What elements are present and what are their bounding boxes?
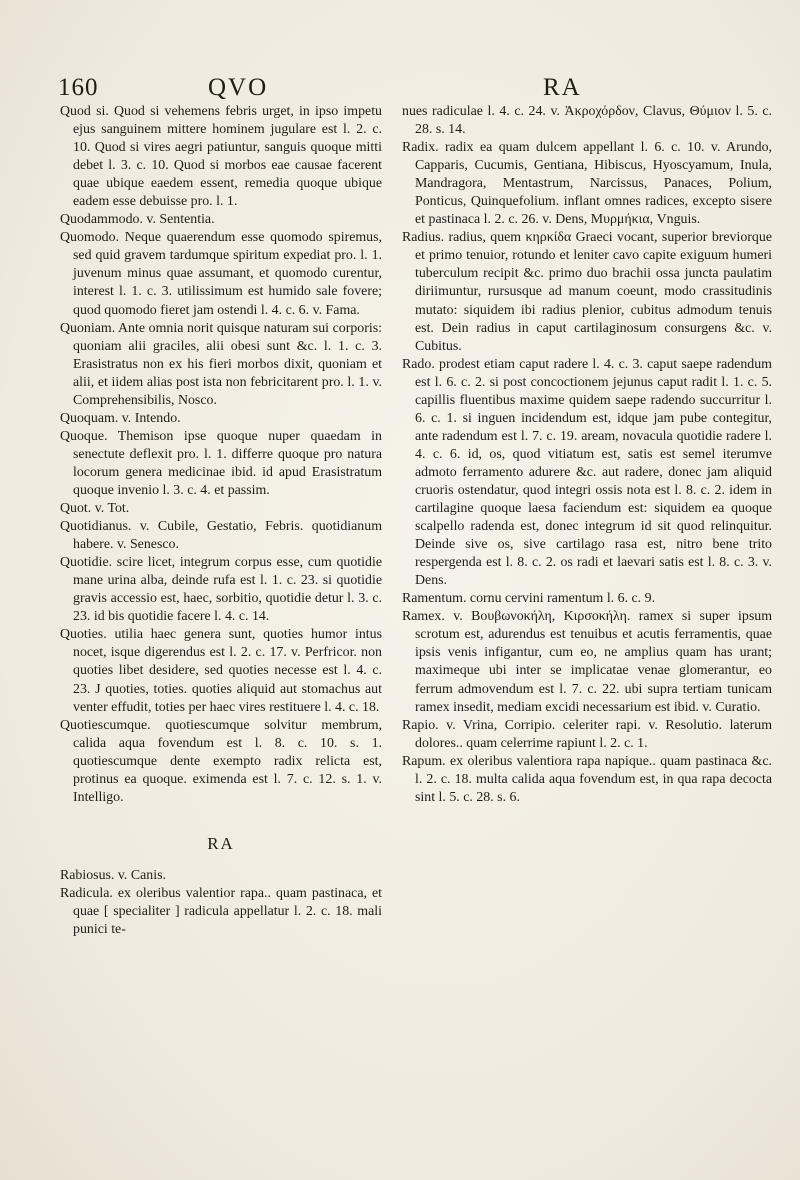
entry-quoque: Quoque. Themison ipse quoque nuper quaedam in senectute deflexit pro. l. 1. differre quoque pro natura locorum genera medicinae ibid. id apud Erasistratum quoque invenio l. 3. c. 4. et passim.	[60, 428, 382, 498]
entry-quot: Quot. v. Tot.	[60, 501, 130, 517]
entry-quotiescumque: Quotiescumque. quotiescumque solvitur membrum, calida aqua fovendum est l. 8. c. 10. s. 1. quotiescumque dente exempto radix relicta est, protinus ea quoque. eximenda est l. 7. c. 12. s. 1. v. Intelligo.	[60, 717, 382, 805]
entry-radix: Radix. radix ea quam dulcem appellant l. 6. c. 10. v. Arundo, Capparis, Cucumis, Gentiana, Hibiscus, Hyoscyamum, Inula, Mandragora, Mentastrum, Narcissus, Panaces, Polium, Ponticus, Quinquefolium. inflant omnes radices, excepto sisere et pastinaca l. 2. c. 26. v. Dens, Μυρμήκια, Vnguis.	[402, 140, 772, 228]
entry-ramex: Ramex. v. Βουβωνοκήλη, Κιρσοκήλη. ramex si super ipsum scrotum est, adurendus est tenuibus et acutis ferramentis, quae ipsis venis infigantur, cum eo, ne amplius quam has urant; maximeque ubi inter se implicatae venae glomerantur, eo ferrum admovendum est l. 7. c. 22. ubi supra tertiam tunicam ramex insedit, mediam excidi necessarium est ibid. v. Curatio.	[402, 609, 772, 715]
right-running-head: RA	[543, 74, 582, 101]
entry-rapio: Rapio. v. Vrina, Corripio. celeriter rapi. v. Resolutio. laterum dolores.. quam celerrime rapiunt l. 2. c. 1.	[402, 717, 772, 751]
section-heading-ra: RA	[207, 833, 235, 853]
entry-quomodo: Quomodo. Neque quaerendum esse quomodo spiremus, sed quid gravem tardumque spiritum expediat pro. l. 1. juvenum minus quae assumant, et quomodo curentur, interest l. 1. c. 3. utilissimum est humido sale fovere; quod quomodo fieret jam ostendi l. 4. c. 6. v. Fama.	[60, 230, 382, 318]
entry-quoquam: Quoquam. v. Intendo.	[60, 410, 181, 426]
page-number: 160	[58, 74, 99, 101]
entry-rabiosus: Rabiosus. v. Canis.	[60, 867, 166, 883]
entry-quotidie: Quotidie. scire licet, integrum corpus esse, cum quotidie mane urina alba, deinde rufa est l. 1. c. 23. si quotidie gravis accessio est, haec, sorbitio, quotidie detur l. 3. c. 23. id bis quotidie facere l. 4. c. 14.	[60, 555, 382, 625]
right-column	[402, 103, 772, 807]
entry-quod-si: Quod si. Quod si vehemens febris urget, in ipso impetu ejus sanguinem mittere hominem jugulare est l. 2. c. 10. Quod si vires aegri patiuntur, sanguis quoque mitti debet l. 3. c. 10. Quod si morbos eae causae facerent quae ubique eaedem essent, remedia quoque ubique eadem esse debuisse pro. l. 1.	[60, 104, 382, 210]
entry-radicula: Radicula. ex oleribus valentior rapa.. quam pastinaca, et quae [ specialiter ] radicula appellatur l. 2. c. 18. mali punici te-	[60, 885, 382, 938]
entry-radicula-continued: nues radiculae l. 4. c. 24. v. Ἀκροχόρδον, Clavus, Θύμιον l. 5. c. 28. s. 14.	[402, 104, 772, 138]
entry-quoniam: Quoniam. Ante omnia norit quisque naturam sui corporis: quoniam alii graciles, alii obesi sunt &c. l. 1. c. 3. Erasistratus non ex his fieri morbos dixit, quoniam et alii, et iidem alias post ista non febricitarent pro. l. 1. v. Comprehensibilis, Nosco.	[60, 320, 382, 408]
entry-quodammodo: Quodammodo. v. Sententia.	[60, 212, 215, 228]
entry-radius: Radius. radius, quem κηρκίδα Graeci vocant, superior breviorque et primo tenuior, rotundo et leniter cavo capite exiguum humeri tuberculum recipit &c. primo duo brachii ossa juncta paulatim diriimuntur, rursusque ad manum coeunt, modo crassitudinis mutato: siquidem ibi radius plenior, cubitus admodum tenuis est. Dein radius in caput cartilaginosum consurgens &c. v. Cubitus.	[402, 230, 772, 354]
left-column	[60, 103, 382, 939]
entry-quoties: Quoties. utilia haec genera sunt, quoties humor intus nocet, isque digerendus est l. 2. c. 17. v. Perfricor. non quoties libet desidere, sed quoties necesse est l. 4. c. 23. J quoties, toties. quoties aliquid aut stomachus aut venter effudit, toties per haec vires restituere l. 4. c. 18.	[60, 627, 382, 715]
entry-rado: Rado. prodest etiam caput radere l. 4. c. 3. caput saepe radendum est l. 6. c. 2. si post concoctionem jejunus caput radit l. 1. c. 5. capillis fluentibus maxime quidem saepe radendo succurritur l. 6. c. 1. si inguen incidendum est, idque jam pube contegitur, ante radendum est l. 7. c. 19. aream, novacula quotidie radere l. 4. c. 6. id, os, quod vitiatum est, satis est semel iterumve admoto ferramento adurere &c. aut radere, donec jam aliquid cruoris ostendatur, quod integri ossis nota est l. 8. c. 2. idem in cartilagine quoque laesa faciendum est: siquidem ea quoque scalpello radenda est, donec integrum id sit quod relinquitur. Deinde sive os, sive cartilago rasa est, nitro bene trito respergenda est l. 8. c. 2. os radi et laevari satis est l. 8. c. 3. v. Dens.	[402, 356, 772, 589]
entry-quotidianus: Quotidianus. v. Cubile, Gestatio, Febris. quotidianum habere. v. Senesco.	[60, 519, 382, 553]
entry-rapum: Rapum. ex oleribus valentiora rapa napique.. quam pastinaca &c. l. 2. c. 18. multa calida aqua fovendum est, in qua rapa decocta sint l. 5. c. 28. s. 6.	[402, 753, 772, 805]
left-running-head: QVO	[208, 74, 269, 101]
entry-ramentum: Ramentum. cornu cervini ramentum l. 6. c. 9.	[402, 591, 656, 607]
